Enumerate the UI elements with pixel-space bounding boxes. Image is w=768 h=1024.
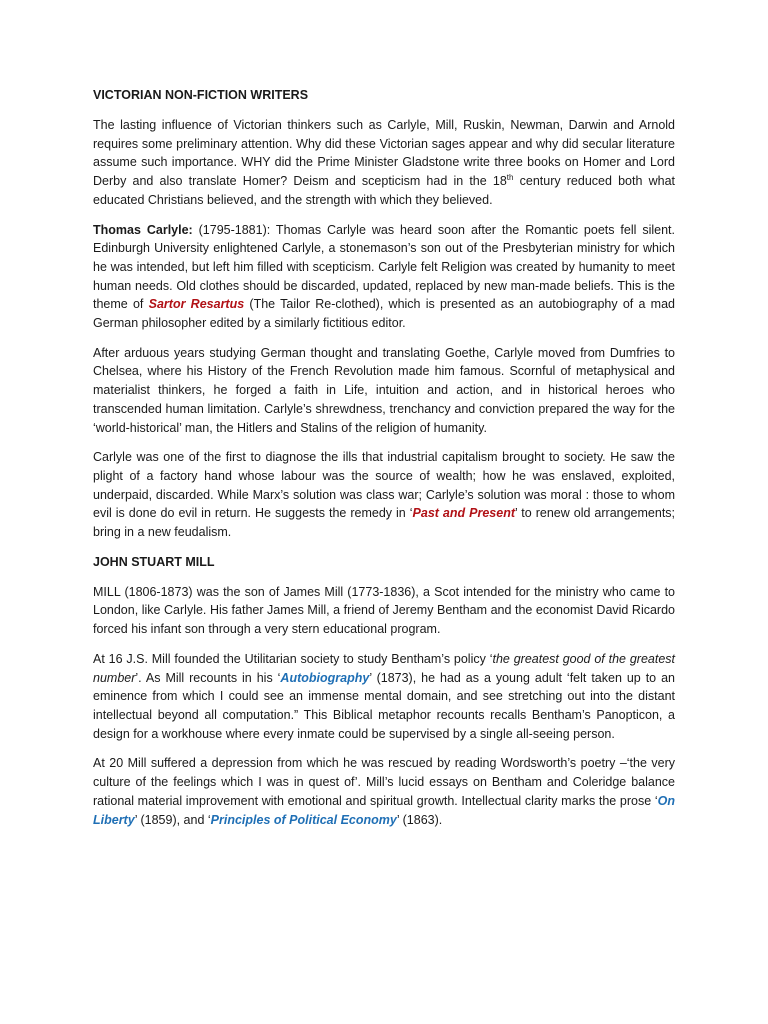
intro-paragraph <box>93 116 675 210</box>
autobiography-title: Autobiography <box>280 670 370 685</box>
mill-p3-text-b: ’ (1859), and ‘ <box>134 812 211 827</box>
carlyle-name: Thomas Carlyle: <box>93 222 193 237</box>
carlyle-paragraph-2: After arduous years studying German thought and translating Goethe, Carlyle moved from Dumfries to Chelsea, where his History of the French Revolution made him famous. Scornful of metaphysical and materialist thinkers, he forged a faith in Life, intuition and action, and in historical heroes who transcended human limitation. Carlyle’s shrewdness, trenchancy and conviction prepared the way for the ‘world-historical’ man, the Hitlers and Stalins of the religion of humanity. <box>93 345 675 435</box>
carlyle-p3-text-a: Carlyle was one of the first to diagnose the ills that industrial capitalism brought to society. He saw the plight of a factory hand whose labour was the source of wealth; how he was enslaved, exploited, underpaid, discarded. While Marx’s solution was class war; Carlyle’s solution was moral : those to whom evil is done do evil in return. He suggests the remedy in ‘ <box>93 450 675 521</box>
mill-paragraph-1: MILL (1806-1873) was the son of James Mill (1773-1836), a Scot intended for the ministry who came to London, like Carlyle. His father James Mill, a friend of Jeremy Bentham and the economist David Ricardo forced his infant son through a very stern educational program. <box>93 584 675 637</box>
carlyle-p1-text-a: (1795-1881): Thomas Carlyle was heard soon after the Romantic poets fell silent. Edinburgh University enlightened Carlyle, a stonemason’s son out of the Presbyterian ministry for which he was intended, but left him filled with scepticism. Carlyle felt Religion was created by humanity to meet human needs. Old clothes should be discarded, updated, replaced by new man-made beliefs. This is the theme of <box>93 222 675 312</box>
carlyle-p3-text-b: ’ to renew old arrangements; bring in a new feudalism. <box>93 506 676 540</box>
mill-p3-text-a: At 20 Mill suffered a depression from which he was rescued by reading Wordsworth’s poetry –‘the very culture of the feelings which I was in quest of’. Mill’s lucid essays on Bentham and Coleridge balance rational material improvement with emotional and spiritual growth. Intellectual clarity marks the prose ‘ <box>93 756 675 808</box>
mill-paragraph-3 <box>93 754 675 829</box>
mill-p3-text-c: ’ (1863). <box>396 812 443 827</box>
mill-p2-text-b: ’. As Mill recounts in his ‘ <box>135 670 281 685</box>
sartor-resartus-title: Sartor Resartus <box>148 297 245 312</box>
past-and-present-title: Past and Present <box>412 506 515 521</box>
superscript-th: th <box>506 172 514 182</box>
carlyle-paragraph-1 <box>93 221 675 333</box>
mill-p2-text-a: At 16 J.S. Mill founded the Utilitarian society to study Bentham’s policy ‘ <box>93 651 493 666</box>
intro-text-b: century reduced both what educated Christians believed, and the strength with which they believed. <box>93 174 675 207</box>
mill-heading: JOHN STUART MILL <box>93 554 215 569</box>
greatest-good-quote: the greatest good of the greatest number <box>93 651 675 685</box>
political-economy-title: Principles of Political Economy <box>210 812 397 827</box>
mill-p2-text-c: ’ (1873), he had as a young adult ‘felt taken up to an eminence from which I could see an immense mental domain, and see stretching out into the distant intellectual beyond all computation.” This Biblical metaphor recounts recalls Bentham’s Panopticon, a design for a workhouse where every inmate could be supervised by a single all-seeing person. <box>93 670 675 741</box>
intro-text-a: The lasting influence of Victorian thinkers such as Carlyle, Mill, Ruskin, Newman, Darwin and Arnold requires some preliminary attention. Why did these Victorian sages appear and why did secular literature assume such importance. WHY did the Prime Minister Gladstone write three books on Homer and Lord Derby and also translate Homer? Deism and scepticism had in the 18 <box>93 118 675 189</box>
on-liberty-title: On Liberty <box>93 793 675 827</box>
carlyle-p1-text-b: (The Tailor Re-clothed), which is presented as an autobiography of a mad German philosopher edited by a similarly fictitious editor. <box>93 297 675 331</box>
mill-paragraph-2 <box>93 650 675 744</box>
carlyle-paragraph-3 <box>93 448 675 542</box>
page-title: VICTORIAN NON-FICTION WRITERS <box>93 88 309 102</box>
